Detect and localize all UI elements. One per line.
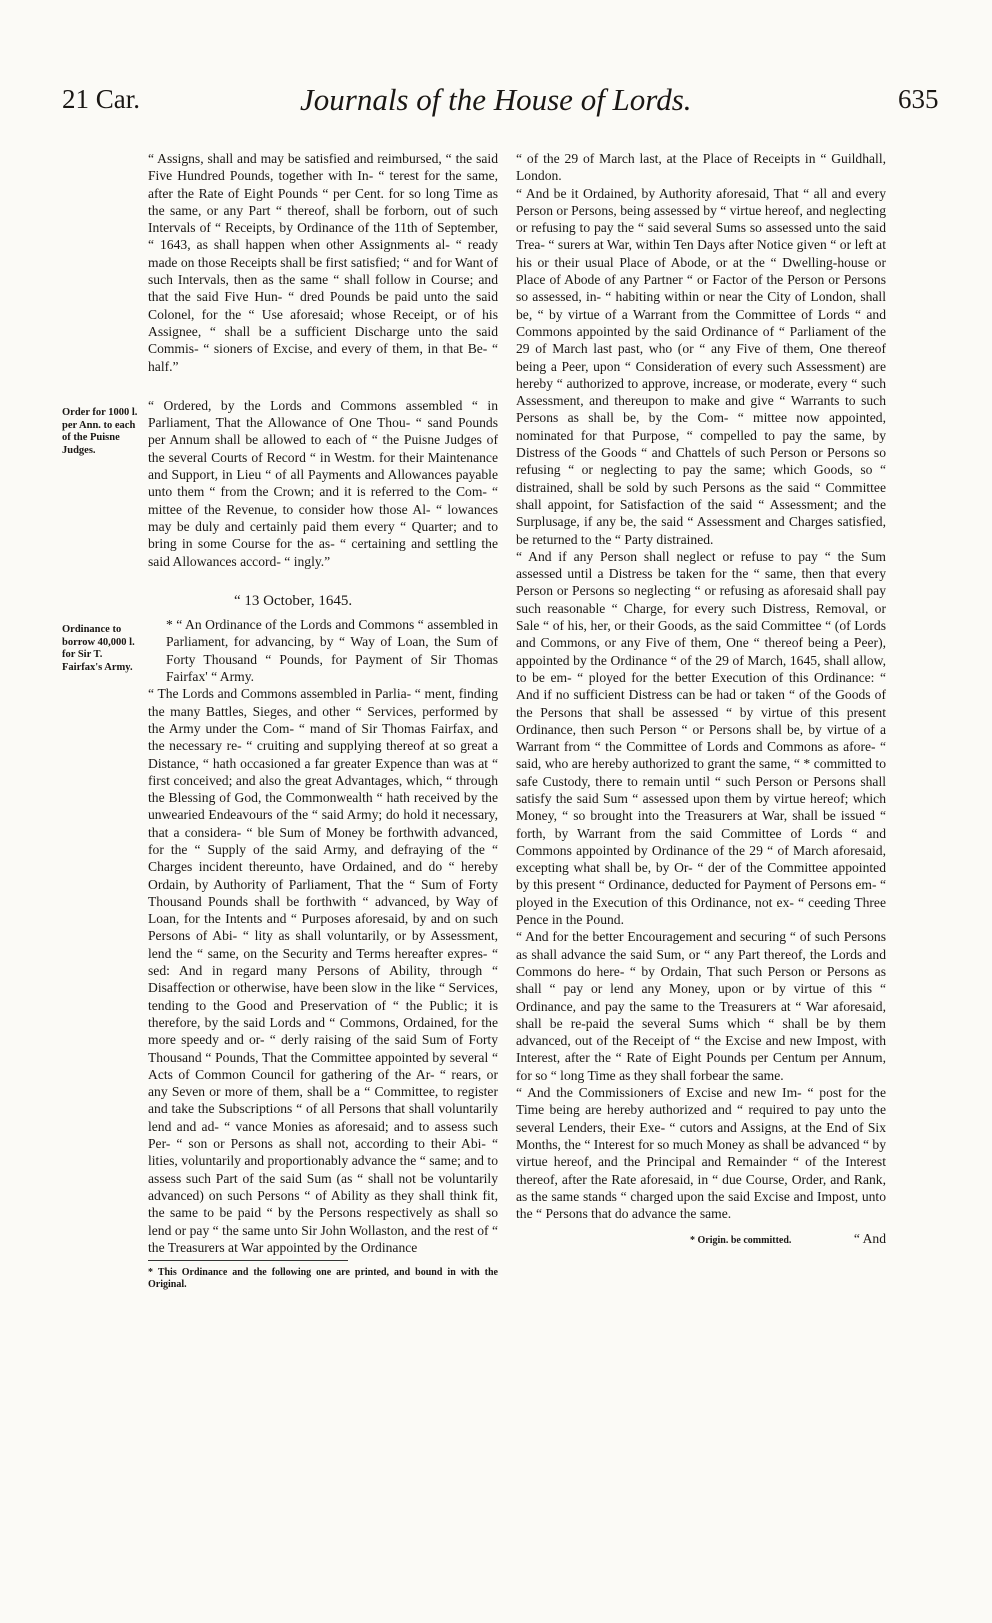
ordinance-date: “ 13 October, 1645. <box>234 592 353 609</box>
regnal-year: 21 Car. <box>62 84 140 114</box>
footer-line <box>516 1230 886 1249</box>
paragraph: “ Ordered, by the Lords and Commons assembled “ in Parliament, That the Allowance of One Thou- “ sand Pounds per Annum shall be allowed to each of “ the Puisne Judges of the several Courts of Record “ in Westm. for their Maintenance and Support, in Lieu “ of all Payments and Allowances payable unto them “ from the Crown; and it is referred to the Com- “ mittee of the Revenue, to consider how those Al- “ lowances may be duly and certainly paid them every “ Quarter; and to bring in some Course for the as- “ certaining and settling the said Allowances accord- “ ingly.” <box>148 397 498 569</box>
paragraph: “ Assigns, shall and may be satisfied and reimbursed, “ the said Five Hundred Pounds, together with In- “ terest for the same, after the Rate of Eight Pounds “ per Cent. for so long Time as the same, or any Part “ thereof, shall be forborn, out of such Intervals of “ Receipts, by Ordinance of the 11th of September, “ 1643, as shall happen when other Assignments al- “ ready made on those Receipts shall be first satisfied; “ and for Want of such Intervals, then as the same “ shall follow in Course; and that the said Five Hun- “ dred Pounds be paid unto the said Colonel, for the “ Use aforesaid; whose Receipt, or of his Assignee, “ shall be a sufficient Discharge unto the said Commis- “ sioners of Excise, and every of them, in that Be- “ half.” <box>148 151 498 374</box>
paragraph: “ And the Commissioners of Excise and new Im- “ post for the Time being are hereby authorized and “ required to pay unto the several Lenders, their Exe- “ cutors and Assigns, at the End of Six Months, the “ Interest for so much Money as shall be advanced “ by virtue hereof, and the Principal and Remainder “ of the Interest thereof, after the Rate aforesaid, in “ due Course, Order, and Rank, as the same stands “ charged upon the said Excise and Impost, unto the “ Persons that do advance the same. <box>516 1085 886 1222</box>
paragraph: “ And if any Person shall neglect or refuse to pay “ the Sum assessed until a Distress be taken for the “ same, then that every Person or Persons so neglecting “ or refusing as aforesaid shall pay such reasonable “ Charge, for every such Distress, Removal, or Sale “ of his, her, or their Goods, as the said Committee “ (of Lords and Commons, or any Five of them, One “ thereof being a Peer), appointed by the Ordinance “ of the 29 of March, 1645, shall allow, to be em- “ ployed for the better Execution of this Ordinance: “ And if no sufficient Distress can be had or taken “ of the Goods of the Persons that shall be assessed “ by virtue of this present Ordinance, then such Person “ or Persons shall be, by virtue of a Warrant from “ the Committee of Lords and Commons as afore- “ said, who are hereby authorized to grant the same, “ * committed to safe Custody, there to remain until “ such Person or Persons shall satisfy the said Sum “ assessed upon them by virtue hereof; which Money, “ so brought into the Treasurers at War, shall be issued “ forth, by Warrant from the said Committee of Lords “ and Commons appointed by Ordinance of the 29 “ of March aforesaid, excepting what shall be, by Or- “ der of the Committee appointed by this present “ Ordinance, deducted for Payment of Persons em- “ ployed in the Execution of this Ordinance, not ex- “ ceeding Three Pence in the Pound. <box>516 548 886 928</box>
margin-note-ordinance: Ordinance to borrow 40,000 l. for Sir T. Fairfax's Army. <box>62 624 135 673</box>
ordinance-title: * “ An Ordinance of the Lords and Commons “ assembled in Parliament, for advancing, by “ Way of Loan, the Sum of Forty Thousand “ Pounds, for Payment of Sir Thomas Fairfax' “ Army. <box>166 617 498 685</box>
footnote: * Origin. be committed. <box>690 1235 792 1247</box>
footnote-rule <box>148 1260 348 1261</box>
paragraph: “ of the 29 of March last, at the Place of Receipts in “ Guildhall, London. <box>516 151 886 184</box>
catchword: “ And <box>853 1231 886 1247</box>
page-number: 635 <box>898 84 939 114</box>
paragraph: “ And be it Ordained, by Authority aforesaid, That “ all and every Person or Persons, being assessed by “ virtue hereof, and neglecting or refusing to pay the “ said several Sums so assessed unto the said Trea- “ surers at War, within Ten Days after Notice given “ or left at his or their usual Place of Abode, or at the “ Dwelling-house or Place of Abode of any Partner “ or Factor of the Person or Persons so assessed, in- “ habiting within or near the City of London, shall be, “ by virtue of a Warrant from the Committee of Lords “ and Commons appointed by the said Ordinance of “ Parliament of the 29 of March last past, who (or “ any Five of them, One thereof being a Peer, upon “ Consideration of every such Assessment) are hereby “ authorized to approve, increase, or moderate, every “ such Assessment, and thereupon to make and give “ Warrants to such Persons as shall be, by the Com- “ mittee now appointed, nominated for that Purpose, “ compelled to pay the same, by Distress of the Goods “ and Chattels of such Person or Persons so refusing “ or neglecting to pay the same; which Goods, so “ distrained, shall be sold by such Persons as the said “ Committee shall appoint, for Satisfaction of the said “ Assessment; and the Surplusage, if any be, the said “ Assessment and Charges satisfied, be returned to the “ Party distrained. <box>516 185 886 547</box>
running-header <box>0 84 992 130</box>
margin-note-judges: Order for 1000 l. per Ann. to each of the Puisne Judges. <box>62 407 138 456</box>
right-column <box>516 150 886 1250</box>
paragraph: “ And for the better Encouragement and securing “ of such Persons as shall advance the said Sum, or “ any Part thereof, the Lords and Commons do here- “ by Ordain, That such Person or Persons as shall “ pay or lend any Money, upon or by virtue of this “ Ordinance, and pay the same to the Treasurers at “ War aforesaid, shall be re-paid the several Sums which “ shall be by them advanced, out of the Receipt of “ the Excise and new Impost, with Interest, after the “ Rate of Eight Pounds per Centum per Annum, for so “ long Time as they shall forbear the same. <box>516 929 886 1083</box>
journal-title: Journals of the House of Lords. <box>300 82 692 117</box>
left-column <box>148 150 498 1291</box>
footnote: * This Ordinance and the following one are printed, and bound in with the Original. <box>148 1267 498 1291</box>
paragraph: “ The Lords and Commons assembled in Parlia- “ ment, finding the many Battles, Sieges, and other “ Services, performed by the Army under the Com- “ mand of Sir Thomas Fairfax, and the necessary re- “ cruiting and supplying thereof at so great a Distance, “ hath occasioned a far greater Expence than was at “ first conceived; and also the great Advantages, which, “ through the Blessing of God, the Commonwealth “ hath received by the unwearied Endeavours of the “ said Army; do hold it necessary, that a considera- “ ble Sum of Money be forthwith advanced, for the “ Supply of the said Army, and defraying of the “ Charges incident thereunto, have Ordained, and do “ hereby Ordain, by Authority of Parliament, That the “ Sum of Forty Thousand Pounds shall be forthwith “ advanced, by Way of Loan, for the Intents and “ Purposes aforesaid, by and on such Persons of Abi- “ lity as shall voluntarily, or by Assessment, lend the “ same, on the Security and Terms hereafter expres- “ sed: And in regard many Persons of Ability, through “ Disaffection or otherwise, have been slow in the like “ Services, tending to the Good and Preservation of “ the Public; it is therefore, by the said Lords and “ Commons, Ordained, for the more speedy and or- “ derly raising of the said Sum of Forty Thousand “ Pounds, That the Committee appointed by several “ Acts of Common Council for gathering of the Ar- “ rears, or any Seven or more of them, shall be a “ Committee, to register and take the Subscriptions “ of all Persons that shall voluntarily lend and ad- “ vance Monies as aforesaid; and to assess such Per- “ son or Persons as shall not, according to their Abi- “ lities, voluntarily and proportionably advance the “ same; and to assess such Part of the said Sum (as “ shall not be voluntarily advanced) on such Persons “ of Ability as they shall think fit, the same to be paid “ by the Persons respectively as shall so lend or pay “ the same unto Sir John Wollaston, and the rest of “ the Treasurers at War appointed by the Ordinance <box>148 686 498 1255</box>
